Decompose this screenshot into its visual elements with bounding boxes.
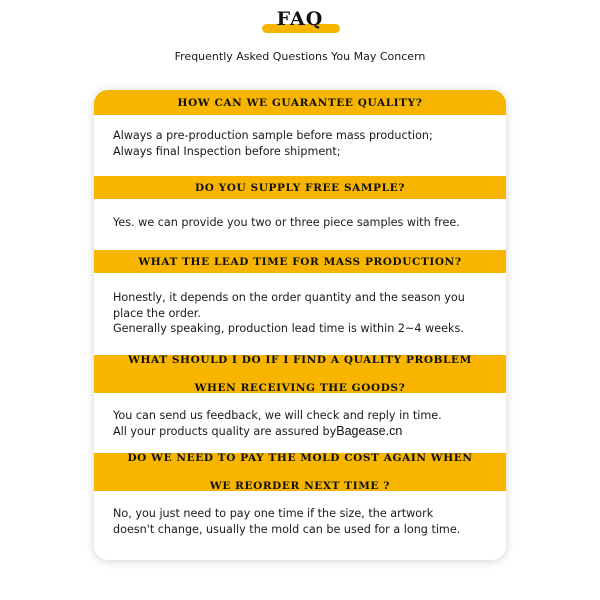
faq-answer-4-line-2-text: All your products quality are assured by	[113, 424, 337, 438]
faq-answer-3-line-3: Generally speaking, production lead time is within 2~4 weeks.	[113, 322, 464, 335]
faq-title-block	[0, 6, 600, 32]
faq-answer-5-line-1: No, you just need to pay one time if the size, the artwork	[113, 507, 434, 520]
faq-question-5-line-1: DO WE NEED TO PAY THE MOLD COST AGAIN WHEN	[127, 452, 473, 464]
faq-card	[94, 90, 506, 560]
faq-answer-1-line-1: Always a pre-production sample before mass production;	[113, 129, 433, 142]
faq-question-4-line-1: WHAT SHOULD I DO IF I FIND A QUALITY PROBLEM	[128, 354, 472, 366]
faq-question-bar-2	[94, 176, 506, 199]
faq-question-bar-1	[94, 90, 506, 115]
page-title: FAQ	[276, 8, 324, 30]
faq-answer-4	[113, 408, 498, 439]
brand-name: Bagease.cn	[336, 423, 403, 438]
faq-question-4-line-2: WHEN RECEIVING THE GOODS?	[194, 382, 406, 394]
faq-answer-3	[113, 290, 498, 337]
faq-answer-2-line-1: Yes. we can provide you two or three piece samples with free.	[113, 216, 460, 229]
faq-answer-3-line-1: Honestly, it depends on the order quantity and the season you	[113, 291, 465, 304]
faq-answer-2	[113, 215, 498, 231]
faq-question-3: WHAT THE LEAD TIME FOR MASS PRODUCTION?	[138, 255, 462, 268]
faq-answer-5	[113, 506, 498, 537]
faq-question-2: DO YOU SUPPLY FREE SAMPLE?	[195, 181, 405, 194]
faq-question-bar-5	[94, 453, 506, 491]
faq-answer-1-line-2: Always final Inspection before shipment;	[113, 144, 341, 158]
faq-question-bar-4	[94, 355, 506, 393]
faq-question-1: HOW CAN WE GUARANTEE QUALITY?	[177, 96, 423, 109]
faq-question-bar-3	[94, 250, 506, 273]
faq-answer-1	[113, 128, 498, 159]
faq-answer-5-line-2: doesn't change, usually the mold can be used for a long time.	[113, 522, 461, 536]
faq-question-5	[127, 437, 472, 507]
faq-question-4	[128, 339, 472, 409]
faq-question-5-line-2: WE REORDER NEXT TIME ?	[209, 480, 391, 492]
page-subtitle: Frequently Asked Questions You May Concern	[174, 50, 426, 63]
faq-answer-3-line-2: place the order.	[113, 306, 201, 320]
faq-answer-4-line-1: You can send us feedback, we will check and reply in time.	[113, 409, 442, 422]
